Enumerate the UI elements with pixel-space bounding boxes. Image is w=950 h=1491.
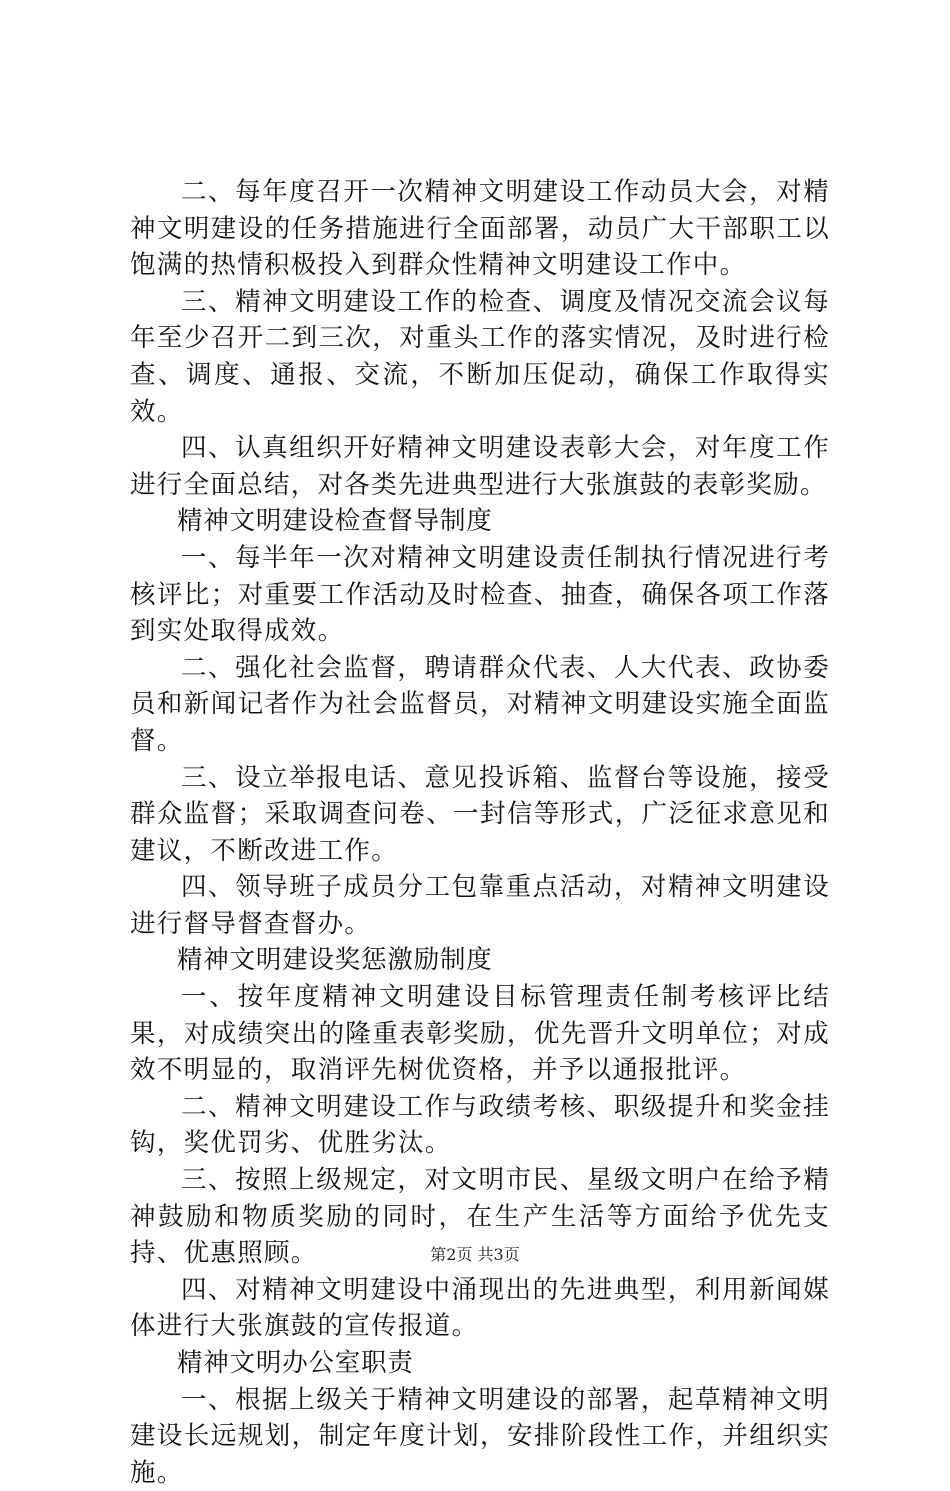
section-heading: 精神文明办公室职责 [177,1348,414,1378]
section-heading: 精神文明建设奖惩激励制度 [177,945,493,976]
section-heading: 精神文明建设检查督导制度 [177,506,493,537]
paragraph: 二、精神文明建设工作与政绩考核、职级提升和奖金挂钩，奖优罚劣、优胜劣汰。 [130,1091,830,1159]
paragraph: 二、每年度召开一次精神文明建设工作动员大会，对精神文明建设的任务措施进行全面部署，动员广大干部职工以饱满的热情积极投入到群众性精神文明建设工作中。 [130,177,830,281]
paragraph: 四、领导班子成员分工包靠重点活动，对精神文明建设进行督导督查督办。 [130,872,830,939]
paragraph: 一、根据上级关于精神文明建设的部署，起草精神文明建设长远规划，制定年度计划，安排阶段性工作，并组织实施。 [130,1384,830,1488]
paragraph: 三、按照上级规定，对文明市民、星级文明户在给予精神鼓励和物质奖励的同时，在生产生活等方面给予优先支持、优惠照顾。 [130,1165,830,1269]
paragraph: 三、精神文明建设工作的检查、调度及情况交流会议每年至少召开二到三次，对重头工作的落实情况，及时进行检查、调度、通报、交流，不断加压促动，确保工作取得实效。 [130,286,830,427]
paragraph: 一、按年度精神文明建设目标管理责任制考核评比结果，对成绩突出的隆重表彰奖励，优先晋升文明单位；对成效不明显的，取消评先树优资格，并予以通报批评。 [130,982,830,1086]
paragraph: 四、对精神文明建设中涌现出的先进典型，利用新闻媒体进行大张旗鼓的宣传报道。 [130,1274,830,1342]
paragraph: 四、认真组织开好精神文明建设表彰大会，对年度工作进行全面总结，对各类先进典型进行大张旗鼓的表彰奖励。 [130,433,830,500]
paragraph: 一、每半年一次对精神文明建设责任制执行情况进行考核评比；对重要工作活动及时检查、抽查，确保各项工作落到实处取得成效。 [130,542,830,647]
paragraph: 二、强化社会监督，聘请群众代表、人大代表、政协委员和新闻记者作为社会监督员，对精神文明建设实施全面监督。 [130,652,830,756]
paragraph: 三、设立举报电话、意见投诉箱、监督台等设施，接受群众监督；采取调查问卷、一封信等形式，广泛征求意见和建议，不断改进工作。 [130,762,830,866]
page-number-footer: 第2页 共3页 [430,1245,520,1264]
document-body [130,174,830,1491]
